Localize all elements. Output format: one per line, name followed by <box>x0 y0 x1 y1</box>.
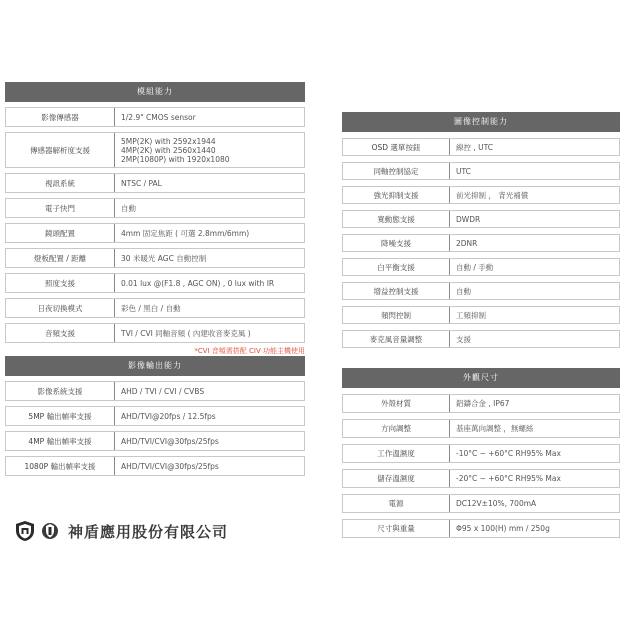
output-row-value <box>115 387 304 396</box>
dimensions-row-value-line: -10°C ~ +60°C RH95% Max <box>456 449 561 458</box>
company-name: 神盾應用股份有限公司 <box>68 522 229 541</box>
control-row <box>342 162 620 180</box>
dimensions-row <box>342 519 620 538</box>
control-row-label: 同軸控制協定 <box>343 163 450 179</box>
module-row-value-line: 0.01 lux @(F1.8 , AGC ON) , 0 lux with IR <box>121 278 275 288</box>
module-row <box>5 223 305 243</box>
dimensions-row-value-line: 基座萬向調整 ，無螺絲 <box>456 424 534 433</box>
output-row <box>5 431 305 451</box>
module-row <box>5 248 305 268</box>
dimensions-rows <box>342 394 620 538</box>
control-row-value <box>450 167 619 176</box>
module-row-value <box>115 113 304 122</box>
control-row-value <box>450 287 619 296</box>
module-row-label: 照度支援 <box>6 274 115 292</box>
dimensions-row-value-line: -20°C ~ +60°C RH95% Max <box>456 474 561 483</box>
dimensions-panel <box>342 368 620 538</box>
module-row <box>5 107 305 127</box>
module-row-value <box>115 229 304 238</box>
dimensions-row-value-line: 鋁鑄合金 , IP67 <box>456 399 510 408</box>
module-row-label: 日夜切換模式 <box>6 299 115 317</box>
control-row <box>342 330 620 348</box>
control-row-value-line: 自動 <box>456 286 471 296</box>
module-row <box>5 298 305 318</box>
control-row-value <box>450 191 619 200</box>
control-row <box>342 138 620 156</box>
module-row <box>5 273 305 293</box>
control-row-label: 白平衡支援 <box>343 259 450 275</box>
dimensions-row-value-line: Φ95 x 100(H) mm / 250g <box>456 524 550 533</box>
control-row-value-line: 線控 , UTC <box>456 142 494 152</box>
dimensions-row <box>342 394 620 413</box>
output-row-value-line: AHD/TVI/CVI@30fps/25fps <box>121 461 219 471</box>
output-row <box>5 406 305 426</box>
dimensions-row-label: 電源 <box>343 495 450 512</box>
dimensions-row-value <box>450 474 619 483</box>
module-row-label: 音頻支援 <box>6 324 115 342</box>
output-row-value <box>115 412 304 421</box>
control-row-label: 增益控制支援 <box>343 283 450 299</box>
output-row-value-line: AHD / TVI / CVI / CVBS <box>121 386 205 396</box>
image-control-title: 圖像控制能力 <box>342 112 620 132</box>
dimensions-row-value <box>450 424 619 433</box>
control-row-value <box>450 311 619 320</box>
module-row-label: 傳感器解析度支援 <box>6 133 115 167</box>
output-spec-panel <box>5 356 305 476</box>
module-spec-note: *CVI 音頻需搭配 CIV 功能主機使用 <box>194 347 305 355</box>
module-row-value <box>115 179 304 188</box>
output-row <box>5 381 305 401</box>
module-row <box>5 323 305 343</box>
control-row-value <box>450 143 619 152</box>
dimensions-row-label: 尺寸與重量 <box>343 520 450 537</box>
module-row <box>5 173 305 193</box>
module-row-label: 鏡頭配置 <box>6 224 115 242</box>
dimensions-row-label: 儲存溫濕度 <box>343 470 450 487</box>
module-row-value <box>115 329 304 338</box>
module-spec-panel <box>5 82 305 356</box>
module-row-value <box>115 304 304 313</box>
module-row-value-line: 自動 <box>121 203 136 213</box>
module-row-value-line: 30 米暖光 AGC 自動控制 <box>121 253 207 263</box>
dimensions-row <box>342 444 620 463</box>
module-row-value <box>115 137 304 164</box>
dimensions-row-label: 工作溫濕度 <box>343 445 450 462</box>
control-row-label: 降噪支援 <box>343 235 450 251</box>
company-logo <box>14 520 228 542</box>
control-row-label: 強光抑制支援 <box>343 187 450 203</box>
module-row-value-line: TVI / CVI 同軸音頻 ( 內建收音麥克風 ) <box>121 328 251 338</box>
gear-shield-icon <box>40 521 60 541</box>
control-row <box>342 258 620 276</box>
dimensions-title: 外觀尺寸 <box>342 368 620 388</box>
control-row <box>342 234 620 252</box>
output-row-value <box>115 437 304 446</box>
output-row-label: 5MP 輸出幀率支援 <box>6 407 115 425</box>
dimensions-row <box>342 469 620 488</box>
shield-icon <box>14 520 36 542</box>
control-row <box>342 306 620 324</box>
module-row-value-line: 彩色 / 黑白 / 自動 <box>121 303 181 313</box>
output-row-label: 4MP 輸出幀率支援 <box>6 432 115 450</box>
control-row <box>342 282 620 300</box>
control-row-value-line: 2DNR <box>456 238 478 248</box>
output-row-value <box>115 462 304 471</box>
module-row-value-line: 1/2.9" CMOS sensor <box>121 112 196 122</box>
module-row-value-line: 5MP(2K) with 2592x1944 <box>121 136 216 146</box>
output-row-label: 1080P 輸出幀率支援 <box>6 457 115 475</box>
module-row-value <box>115 204 304 213</box>
module-row <box>5 198 305 218</box>
dimensions-row-label: 方向調整 <box>343 420 450 437</box>
dimensions-row <box>342 419 620 438</box>
control-row <box>342 210 620 228</box>
output-row-value-line: AHD/TVI/CVI@30fps/25fps <box>121 436 219 446</box>
module-row-label: 視訊系統 <box>6 174 115 192</box>
dimensions-row <box>342 494 620 513</box>
control-row-label: OSD 選單按鈕 <box>343 139 450 155</box>
control-row <box>342 186 620 204</box>
module-row-value-line: 4mm 固定焦距 ( 可選 2.8mm/6mm) <box>121 228 250 238</box>
output-row-label: 影像系統支援 <box>6 382 115 400</box>
image-control-panel <box>342 112 620 348</box>
output-row-value-line: AHD/TVI@20fps / 12.5fps <box>121 411 216 421</box>
control-row-value-line: 自動 / 手動 <box>456 262 494 272</box>
control-row-label: 寬動態支援 <box>343 211 450 227</box>
dimensions-row-value <box>450 499 619 508</box>
output-row <box>5 456 305 476</box>
module-row-label: 燈板配置 / 距離 <box>6 249 115 267</box>
module-spec-rows <box>5 107 305 343</box>
control-row-value-line: 前光抑制 ， 背光補償 <box>456 190 529 200</box>
control-row-value <box>450 239 619 248</box>
control-row-value <box>450 215 619 224</box>
output-spec-rows <box>5 381 305 476</box>
dimensions-row-value-line: DC12V±10%, 700mA <box>456 499 537 508</box>
module-row-value-line: 2MP(1080P) with 1920x1080 <box>121 154 230 164</box>
dimensions-row-value <box>450 524 619 533</box>
control-row-value-line: 工頻抑制 <box>456 310 486 320</box>
control-row-label: 頻閃控制 <box>343 307 450 323</box>
control-row-value-line: 支援 <box>456 334 471 344</box>
module-row-label: 電子快門 <box>6 199 115 217</box>
image-control-rows <box>342 138 620 348</box>
module-row-value-line: 4MP(2K) with 2560x1440 <box>121 145 216 155</box>
dimensions-row-value <box>450 399 619 408</box>
control-row-value-line: DWDR <box>456 214 481 224</box>
output-spec-title: 影像輸出能力 <box>5 356 305 376</box>
module-row-label: 影像傳感器 <box>6 108 115 126</box>
module-spec-title: 模組能力 <box>5 82 305 102</box>
dimensions-row-value <box>450 449 619 458</box>
control-row-value-line: UTC <box>456 166 471 176</box>
control-row-label: 麥克風音量調整 <box>343 331 450 347</box>
control-row-value <box>450 335 619 344</box>
module-row-value-line: NTSC / PAL <box>121 178 162 188</box>
control-row-value <box>450 263 619 272</box>
module-row-value <box>115 254 304 263</box>
dimensions-row-label: 外殼材質 <box>343 395 450 412</box>
module-row-value <box>115 279 304 288</box>
module-row <box>5 132 305 168</box>
